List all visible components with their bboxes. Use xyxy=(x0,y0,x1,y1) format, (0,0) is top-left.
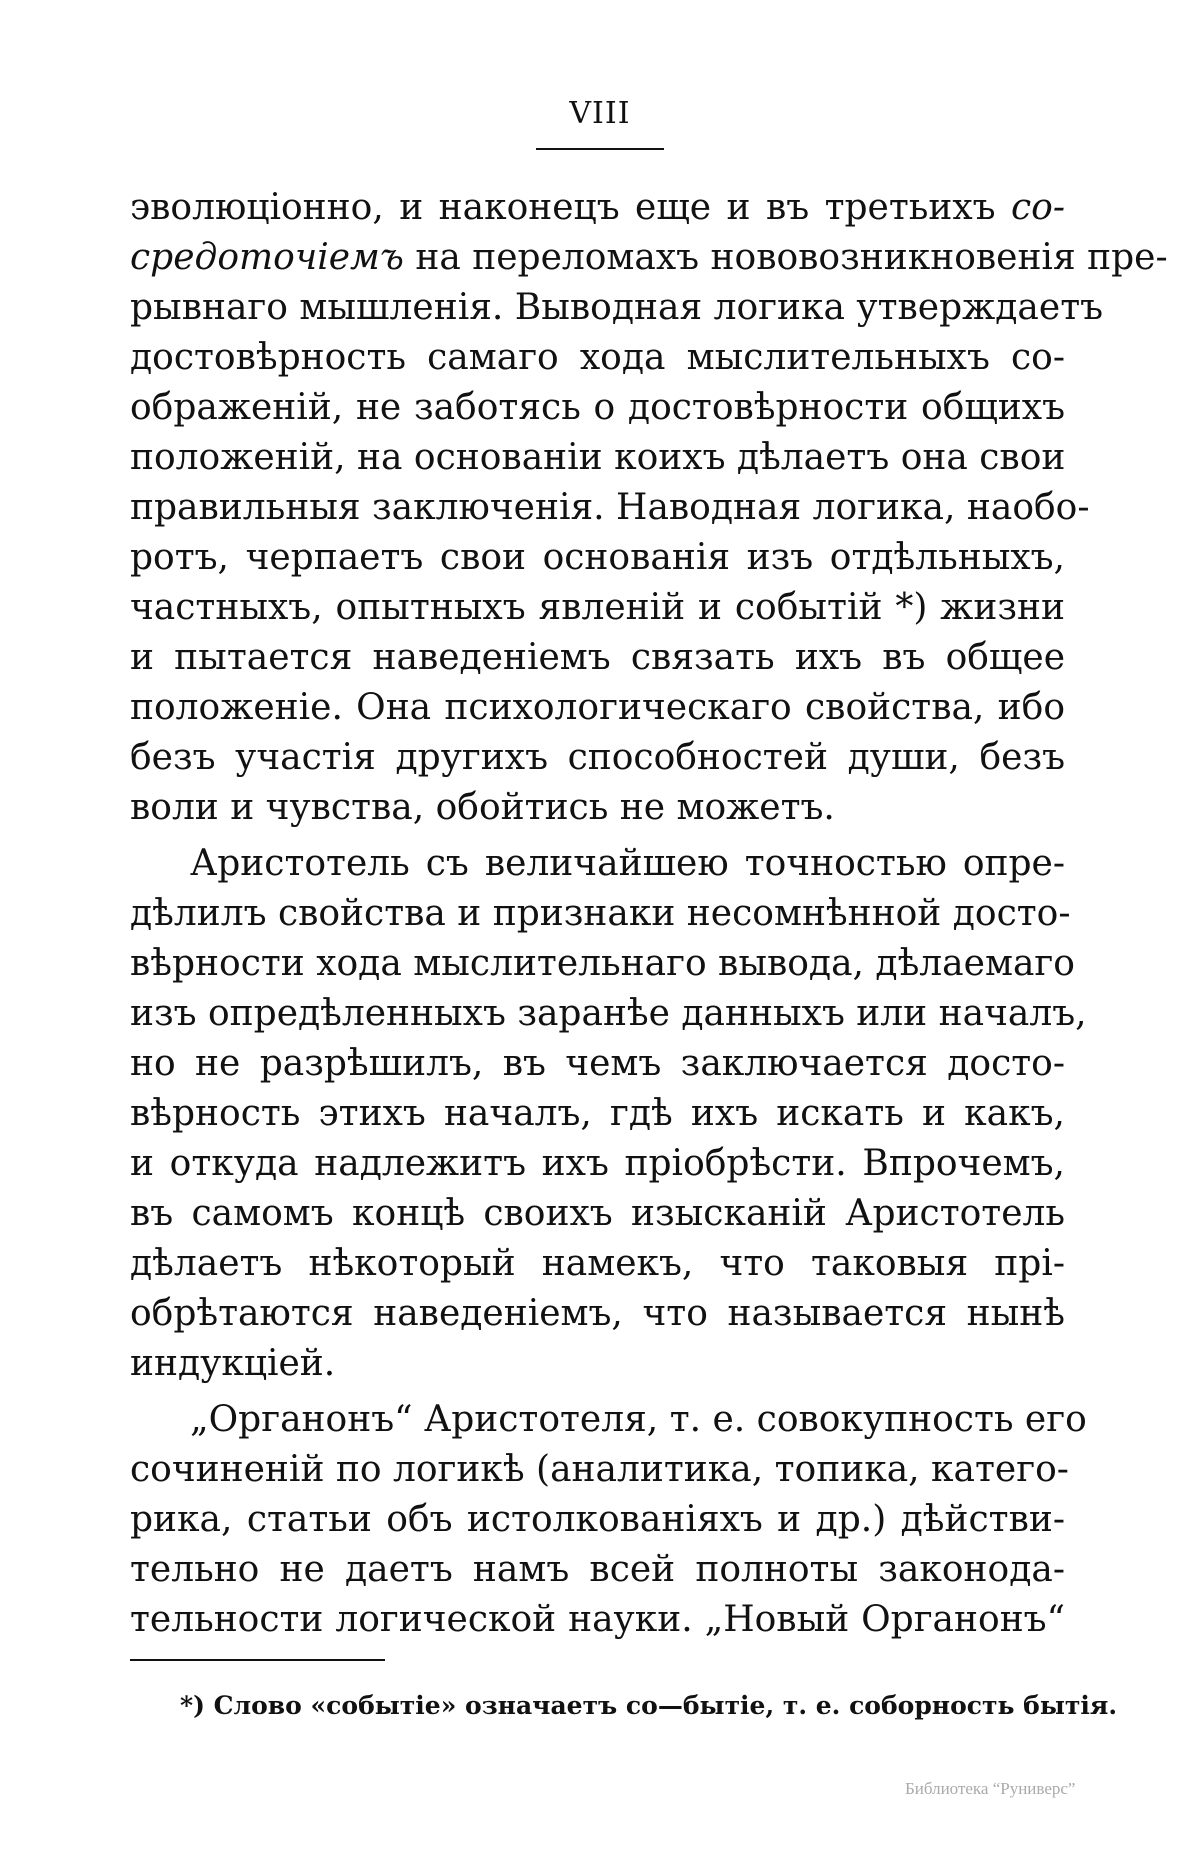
library-watermark: Библиотека “Руниверс” xyxy=(905,1779,1076,1798)
text-line: безъ участія другихъ способностей души, безъ xyxy=(130,737,1065,778)
body-text xyxy=(130,183,1168,1645)
paragraph-3 xyxy=(130,1395,1087,1645)
text-line: но не разрѣшилъ, въ чемъ заключается досто- xyxy=(130,1043,1065,1084)
text-line: достовѣрность самаго хода мыслительныхъ со- xyxy=(130,337,1065,378)
text-line: Аристотель съ величайшею точностью опре- xyxy=(190,843,1065,884)
text-line: вѣрность этихъ началъ, гдѣ ихъ искать и какъ, xyxy=(130,1093,1065,1134)
text-line: дѣлилъ свойства и признаки несомнѣнной досто- xyxy=(130,893,1071,934)
text-line: правильныя заключенія. Наводная логика, наобо- xyxy=(130,487,1090,528)
text-line: рика, статьи объ истолкованіяхъ и др.) дѣйстви- xyxy=(130,1499,1065,1540)
text-line: положеній, на основаніи коихъ дѣлаетъ она свои xyxy=(130,437,1066,478)
text-line: ображеній, не заботясь о достовѣрности общихъ xyxy=(130,387,1065,428)
text-line: обрѣтаются наведеніемъ, что называется нынѣ xyxy=(130,1293,1065,1334)
text-segment: эволюціонно, и наконецъ еще и въ третьихъ xyxy=(130,187,1011,228)
footnote-rule xyxy=(130,1659,385,1661)
text-line xyxy=(130,183,1065,233)
text-line: тельности логической науки. „Новый Органонъ“ xyxy=(130,1599,1065,1640)
text-line: вѣрности хода мыслительнаго вывода, дѣлаемаго xyxy=(130,943,1075,984)
emphasized-text: средоточіемъ xyxy=(130,237,404,278)
text-segment: на переломахъ нововозникновенія пре- xyxy=(403,237,1168,278)
text-line: тельно не даетъ намъ всей полноты законода- xyxy=(130,1549,1065,1590)
text-line: сочиненій по логикѣ (аналитика, топика, катего- xyxy=(130,1449,1069,1490)
text-line: въ самомъ концѣ своихъ изысканій Аристотель xyxy=(130,1193,1065,1234)
paragraph-1 xyxy=(130,183,1168,833)
text-line: ротъ, черпаетъ свои основанія изъ отдѣльныхъ, xyxy=(130,537,1065,578)
text-line: воли и чувства, обойтись не можетъ. xyxy=(130,787,835,828)
emphasized-text: со- xyxy=(1011,187,1065,228)
paragraph-2 xyxy=(130,839,1087,1389)
text-line: дѣлаетъ нѣкоторый намекъ, что таковыя прі- xyxy=(130,1243,1065,1284)
text-line: и откуда надлежитъ ихъ пріобрѣсти. Впрочемъ, xyxy=(130,1143,1065,1184)
text-line: „Органонъ“ Аристотеля, т. е. совокупность его xyxy=(190,1399,1087,1440)
text-line: индукціей. xyxy=(130,1343,336,1384)
text-line xyxy=(130,233,1168,283)
footnote: *) Слово «событіе» означаетъ со—бытіе, т. е. соборность бытія. xyxy=(180,1691,1118,1720)
text-line: положеніе. Она психологическаго свойства, ибо xyxy=(130,687,1065,728)
text-line: и пытается наведеніемъ связать ихъ въ общее xyxy=(130,637,1065,678)
text-line: рывнаго мышленія. Выводная логика утверждаетъ xyxy=(130,287,1104,328)
text-line: изъ опредѣленныхъ заранѣе данныхъ или началъ, xyxy=(130,993,1087,1034)
header-rule xyxy=(536,148,664,150)
page-number: VIII xyxy=(569,96,631,131)
text-line: частныхъ, опытныхъ явленій и событій *) жизни xyxy=(130,587,1065,628)
